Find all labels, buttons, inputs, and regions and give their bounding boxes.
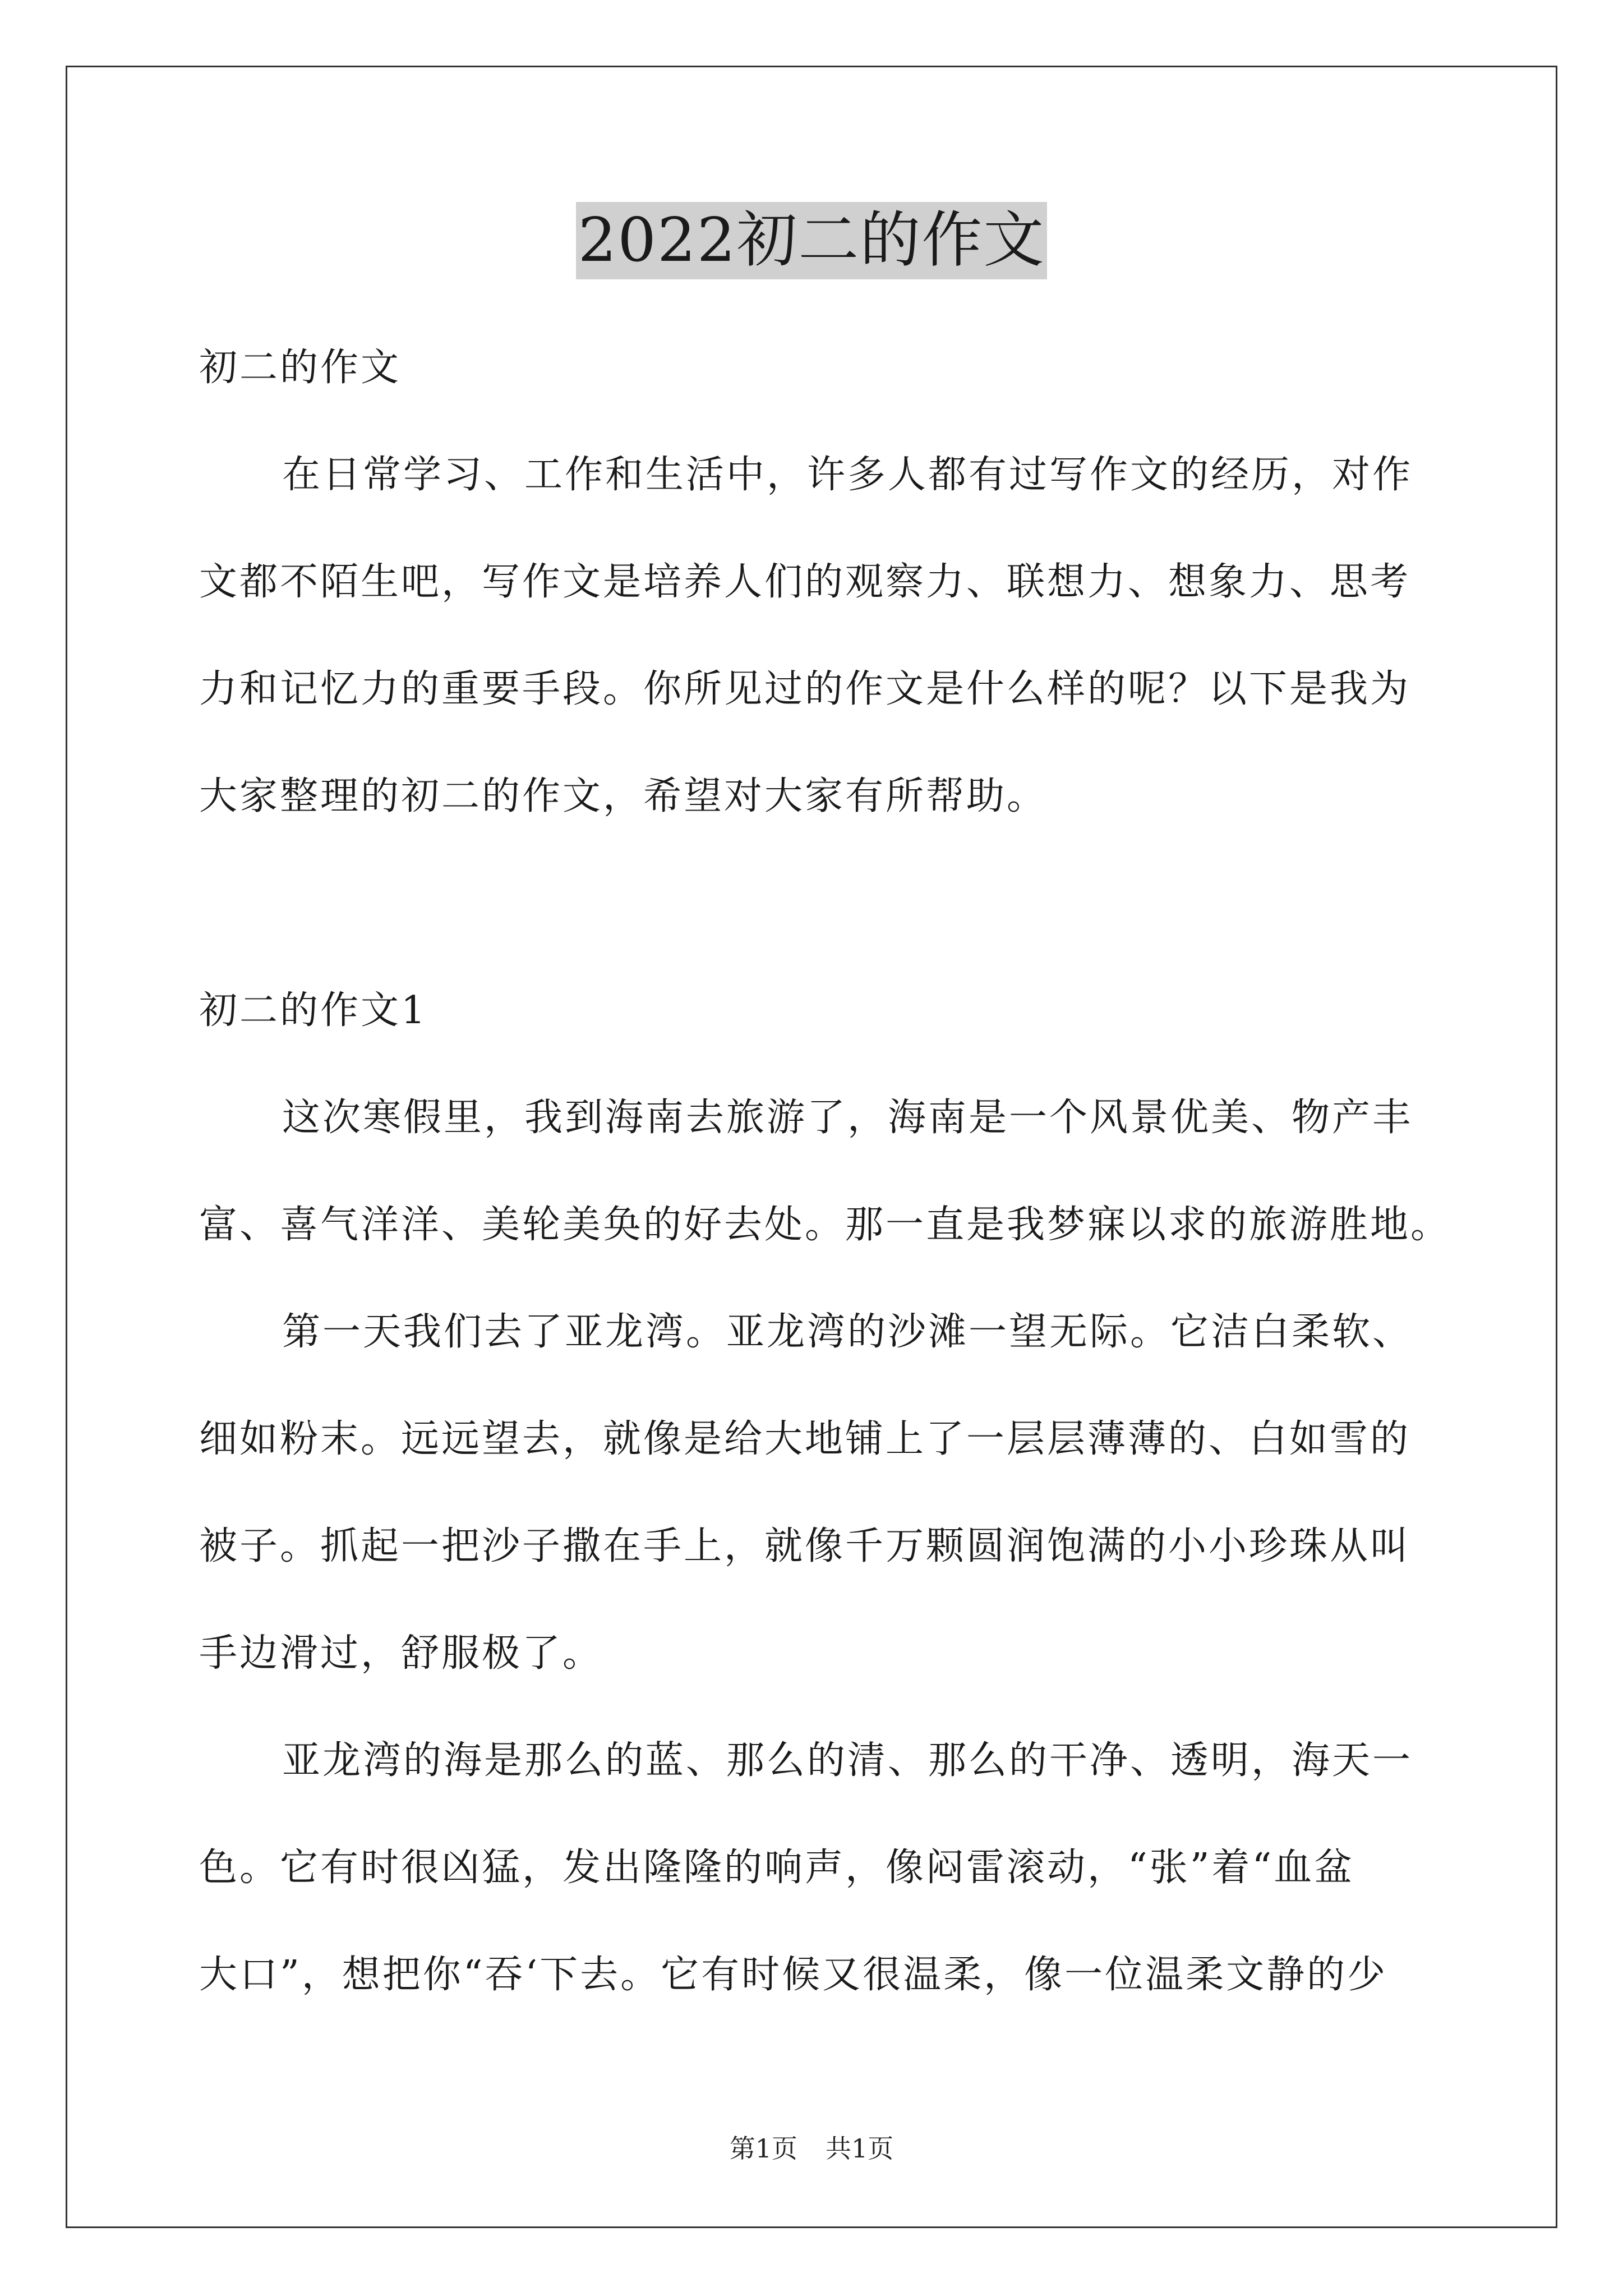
document-title: 2022初二的作文 <box>576 202 1048 279</box>
text-line: 在日常学习、工作和生活中，许多人都有过写作文的经历，对作 <box>282 453 1413 497</box>
text-line: 细如粉末。远远望去，就像是给大地铺上了一层层薄薄的、白如雪的 <box>199 1417 1411 1461</box>
text-line: 文都不陌生吧，写作文是培养人们的观察力、联想力、想象力、思考 <box>199 560 1411 604</box>
text-line: 大家整理的初二的作文，希望对大家有所帮助。 <box>199 774 1048 818</box>
text-line: 这次寒假里，我到海南去旅游了，海南是一个风景优美、物产丰 <box>282 1096 1413 1140</box>
text-line: 色。它有时很凶猛，发出隆隆的响声，像闷雷滚动，“张”着“血盆 <box>199 1846 1355 1890</box>
text-line: 大口”，想把你“吞‘下去。它有时候又很温柔，像一位温柔文静的少 <box>199 1953 1388 1997</box>
title-container <box>0 202 1623 279</box>
text-line: 被子。抓起一把沙子撒在手上，就像千万颗圆润饱满的小小珍珠从叫 <box>199 1524 1411 1568</box>
page-number: 第1页 <box>729 2133 797 2164</box>
blank-line <box>199 850 1427 957</box>
text-line: 亚龙湾的海是那么的蓝、那么的清、那么的干净、透明，海天一 <box>282 1738 1413 1783</box>
text-line: 力和记忆力的重要手段。你所见过的作文是什么样的呢？以下是我为 <box>199 667 1411 711</box>
document-body <box>199 314 1451 2028</box>
text-line: 富、喜气洋洋、美轮美奂的好去处。那一直是我梦寐以求的旅游胜地。 <box>199 1203 1451 1247</box>
page-footer <box>0 2132 1623 2165</box>
text-line: 手边滑过，舒服极了。 <box>199 1631 603 1676</box>
page-total: 共1页 <box>826 2133 894 2164</box>
text-line: 第一天我们去了亚龙湾。亚龙湾的沙滩一望无际。它洁白柔软、 <box>282 1310 1413 1354</box>
text-line: 初二的作文 <box>199 346 402 390</box>
section-heading: 初二的作文1 <box>199 988 428 1033</box>
